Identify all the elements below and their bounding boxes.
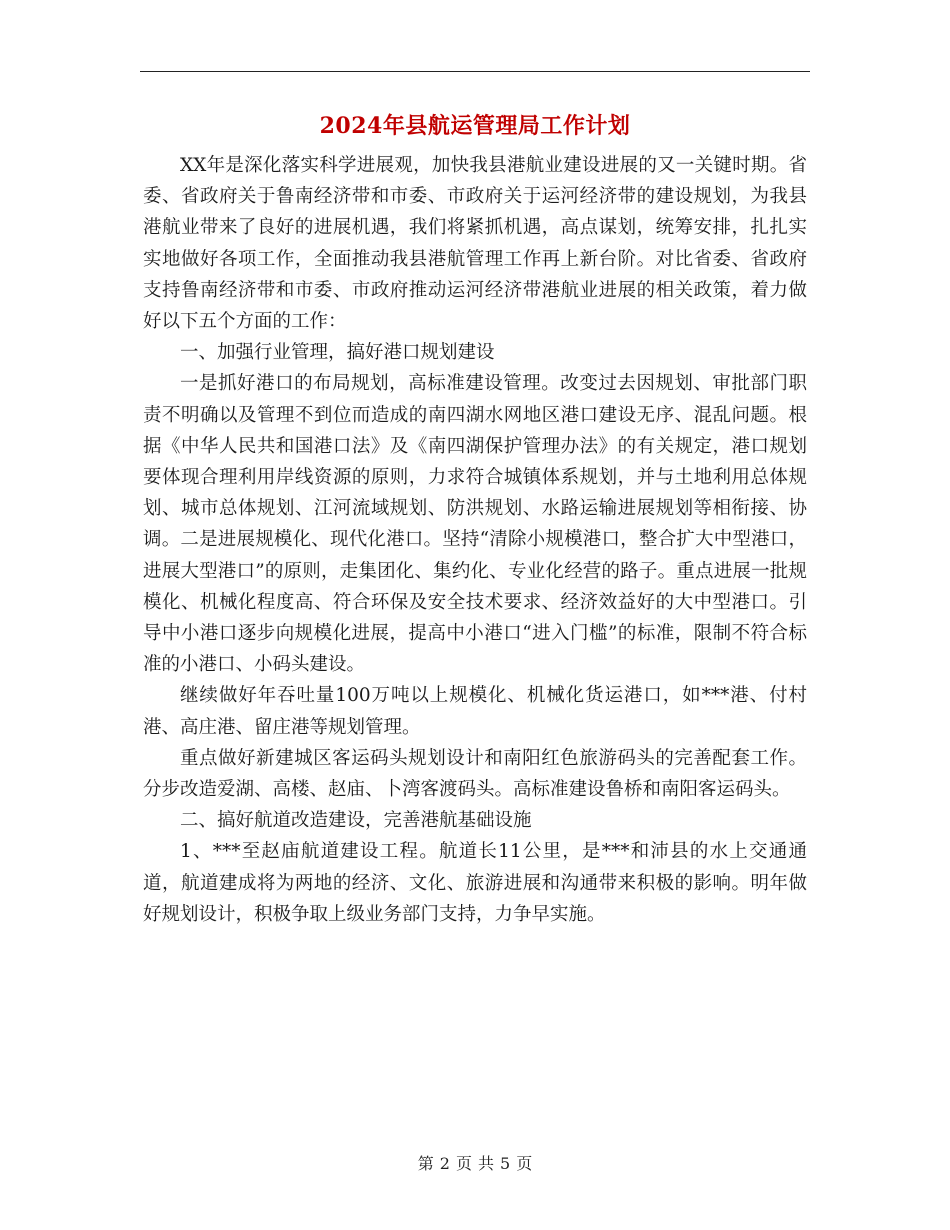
document-body: [143, 150, 807, 930]
paragraph-cargo-ports: 继续做好年吞吐量100万吨以上规模化、机械化货运港口，如***港、付村港、高庄港、留庄港等规划管理。: [143, 685, 807, 738]
paragraph-passenger-docks: 重点做好新建城区客运码头规划设计和南阳红色旅游码头的完善配套工作。分步改造爱湖、高楼、赵庙、卜湾客渡码头。高标准建设鲁桥和南阳客运码头。: [143, 747, 807, 801]
header-rule: [140, 71, 810, 72]
section-heading-2: 二、搞好航道改造建设，完善港航基础设施: [180, 810, 532, 832]
footer-label-page: 第: [417, 1154, 434, 1173]
page-footer: [0, 1153, 950, 1175]
document-title: 2024年县航运管理局工作计划: [319, 113, 631, 139]
footer-total-pages: 5: [500, 1154, 511, 1173]
footer-label-total: 共: [478, 1154, 495, 1173]
footer-label-total-unit: 页: [516, 1154, 533, 1173]
paragraph-port-planning: 一是抓好港口的布局规划，高标准建设管理。改变过去因规划、审批部门职责不明确以及管理不到位而造成的南四湖水网地区港口建设无序、混乱问题。根据《中华人民共和国港口法》及《南四湖保护管理办法》的有关规定，港口规划要体现合理利用岸线资源的原则，力求符合城镇体系规划，并与土地利用总体规划、城市总体规划、江河流域规划、防洪规划、水路运输进展规划等相衔接、协调。二是进展规模化、现代化港口。坚持“清除小规模港口，整合扩大中型港口，进展大型港口”的原则，走集团化、集约化、专业化经营的路子。重点进展一批规模化、机械化程度高、符合环保及安全技术要求、经济效益好的大中型港口。引导中小港口逐步向规模化进展，提高中小港口“进入门槛”的标准，限制不符合标准的小港口、小码头建设。: [143, 373, 807, 676]
footer-current-page: 2: [439, 1154, 450, 1173]
footer-label-page-unit: 页: [455, 1154, 472, 1173]
paragraph-intro: XX年是深化落实科学进展观，加快我县港航业建设进展的又一关键时期。省委、省政府关于鲁南经济带和市委、市政府关于运河经济带的建设规划，为我县港航业带来了良好的进展机遇，我们将紧抓机遇，高点谋划，统筹安排，扎扎实实地做好各项工作，全面推动我县港航管理工作再上新台阶。对比省委、省政府支持鲁南经济带和市委、市政府推动运河经济带港航业进展的相关政策，着力做好以下五个方面的工作：: [143, 155, 807, 333]
paragraph-channel-project: 1、***至赵庙航道建设工程。航道长11公里，是***和沛县的水上交通通道，航道建成将为两地的经济、文化、旅游进展和沟通带来积极的影响。明年做好规划设计，积极争取上级业务部门支持，力争早实施。: [143, 841, 807, 925]
section-heading-1: 一、加强行业管理，搞好港口规划建设: [180, 342, 495, 364]
